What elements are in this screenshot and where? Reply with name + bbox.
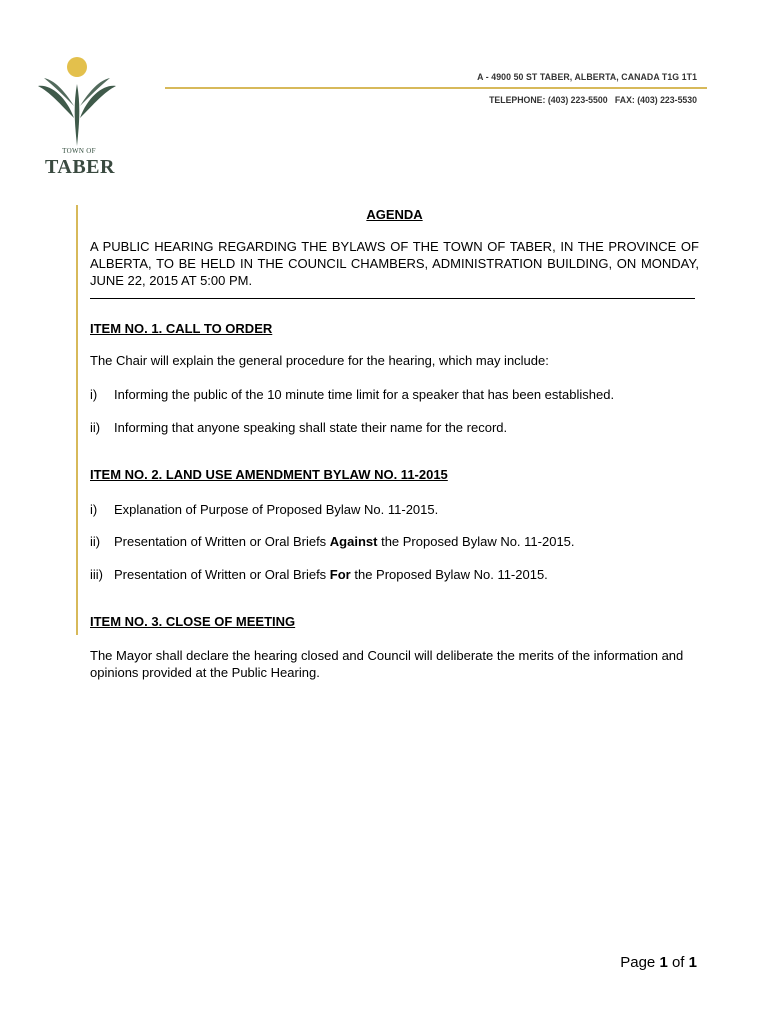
item1-text: The Chair will explain the general procedure for the hearing, which may include: [90, 353, 549, 368]
item1-point [90, 420, 507, 435]
point-text-bold: Against [329, 534, 378, 549]
point-number: ii) [90, 420, 101, 435]
point-text-bold: For [329, 567, 351, 582]
item2-point [90, 567, 548, 582]
point-text-after: the Proposed Bylaw No. 11-2015. [350, 567, 548, 582]
left-accent-bar [76, 205, 78, 635]
point-number: i) [90, 502, 98, 517]
point-text-before: Presentation of Written or Oral Briefs [114, 567, 330, 582]
header-address: A - 4900 50 ST TABER, ALBERTA, CANADA T1G 1T1 [477, 72, 697, 83]
header-divider [165, 87, 707, 89]
point-text: Informing the public of the 10 minute time limit for a speaker that has been established. [114, 387, 615, 402]
point-number: i) [90, 387, 98, 402]
page-number [620, 954, 697, 971]
header-telephone: TELEPHONE: (403) 223-5500 [489, 95, 608, 106]
point-text: Informing that anyone speaking shall state their name for the record. [114, 420, 508, 435]
leaf-sun-icon [36, 56, 118, 156]
item1-heading: ITEM NO. 1. CALL TO ORDER [90, 321, 273, 336]
of-word: of [671, 954, 685, 971]
logo-town-name: TABER [45, 156, 115, 178]
item2-point [90, 502, 438, 517]
item1-point [90, 387, 614, 402]
point-number: ii) [90, 534, 101, 549]
page-word: Page [620, 954, 656, 971]
header-contact [489, 95, 697, 106]
point-text-after: the Proposed Bylaw No. 11-2015. [377, 534, 575, 549]
point-number: iii) [90, 567, 103, 582]
item3-heading: ITEM NO. 3. CLOSE OF MEETING [90, 614, 296, 629]
page-current: 1 [659, 954, 668, 971]
header-fax: FAX: (403) 223-5530 [614, 95, 697, 106]
item3-text: The Mayor shall declare the hearing closed and Council will deliberate the merits of the information and opinions provided at the Public Hearing. [90, 648, 684, 680]
intro-separator [90, 298, 695, 299]
page-total: 1 [688, 954, 697, 971]
item2-point [90, 534, 575, 549]
agenda-title: AGENDA [366, 207, 423, 222]
point-text: Explanation of Purpose of Proposed Bylaw No. 11-2015. [114, 502, 439, 517]
agenda-intro: A PUBLIC HEARING REGARDING THE BYLAWS OF THE TOWN OF TABER, IN THE PROVINCE OF ALBERTA, TO BE HELD IN THE COUNCIL CHAMBERS, ADMINISTRATION BUILDING, ON MONDAY, JUNE 22, 2015 AT 5:00 PM. [90, 239, 699, 288]
point-text-before: Presentation of Written or Oral Briefs [114, 534, 330, 549]
item2-heading: ITEM NO. 2. LAND USE AMENDMENT BYLAW NO. 11-2015 [90, 467, 448, 482]
logo-town-of: TOWN OF [62, 147, 96, 155]
